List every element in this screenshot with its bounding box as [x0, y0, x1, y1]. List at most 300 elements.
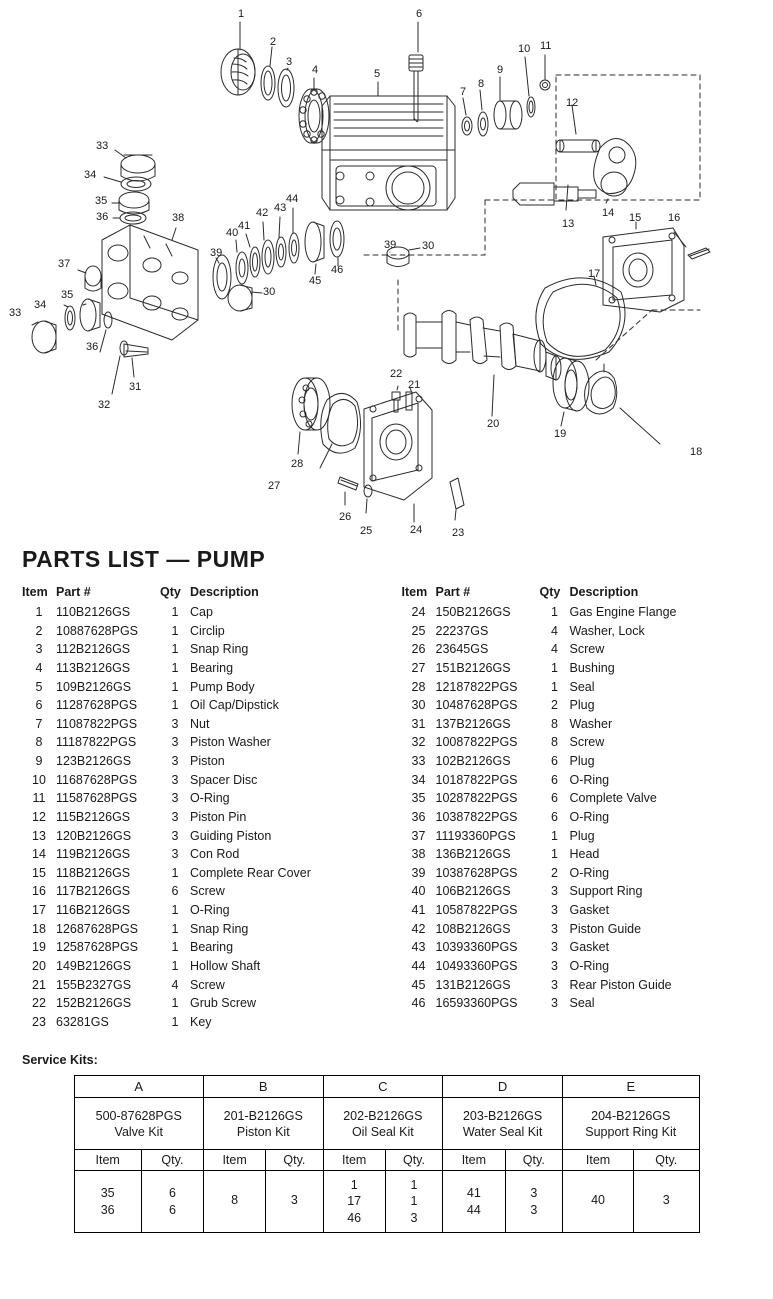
page-title: PARTS LIST — PUMP — [22, 546, 266, 572]
cell-desc: Piston — [190, 754, 225, 768]
table-row — [402, 827, 760, 846]
cell-part: 10887628PGS — [56, 623, 139, 638]
kit-c-qty-2: 1 — [410, 1194, 418, 1209]
cell-desc: Gasket — [569, 903, 610, 917]
table-row — [22, 659, 380, 678]
cell-item: 22 — [32, 996, 46, 1011]
table-row — [22, 733, 380, 752]
cell-desc: Snap Ring — [190, 921, 249, 936]
cell-desc: Gas Engine Flange — [569, 605, 677, 619]
kit-part-a: 500-87628PGS — [95, 1108, 182, 1123]
cell-qty: 1 — [551, 828, 558, 843]
callout-23: 23 — [452, 527, 465, 539]
cell-part: 106B2126GS — [435, 884, 511, 899]
kit-part-c: 202-B2126GS — [343, 1108, 423, 1123]
cell-desc: Washer, Lock — [569, 623, 645, 638]
cell-item: 4 — [35, 660, 43, 675]
cell-qty: 1 — [171, 958, 179, 973]
cell-qty: 8 — [551, 716, 558, 731]
callout-13: 13 — [562, 218, 575, 230]
cell-desc: Seal — [569, 679, 595, 694]
cell-item: 43 — [411, 940, 426, 955]
kit-title-d: Water Seal Kit — [462, 1124, 543, 1139]
table-row — [402, 994, 760, 1013]
table-row — [22, 976, 380, 995]
kit-title-a: Valve Kit — [114, 1124, 163, 1139]
cell-part: 150B2126GS — [435, 605, 511, 619]
cell-item: 1 — [35, 605, 43, 619]
kit-letter-a: A — [74, 1076, 203, 1098]
callout-32: 32 — [98, 399, 111, 411]
cell-desc: Support Ring — [569, 884, 643, 899]
cell-item: 10 — [32, 772, 46, 787]
cell-item: 36 — [411, 809, 426, 824]
cell-desc: Washer — [569, 716, 613, 731]
cell-part: 10393360PGS — [435, 940, 518, 955]
cell-desc: Spacer Disc — [190, 772, 258, 787]
cell-desc: Hollow Shaft — [190, 958, 261, 973]
table-row — [22, 603, 380, 622]
cell-part: 12687628PGS — [56, 921, 139, 936]
callout-30a: 30 — [422, 240, 435, 252]
cell-item: 25 — [411, 623, 426, 638]
cell-item: 5 — [35, 679, 43, 694]
table-row — [402, 808, 760, 827]
callout-14: 14 — [602, 207, 615, 219]
kit-e-item-header: Item — [563, 1150, 634, 1171]
callout-40: 40 — [226, 227, 239, 239]
cell-part: 149B2126GS — [56, 958, 132, 973]
header-item: Item — [22, 585, 48, 599]
cell-item: 17 — [32, 903, 46, 917]
cell-qty: 1 — [551, 679, 558, 694]
cell-item: 38 — [411, 847, 426, 862]
cell-qty: 1 — [171, 660, 179, 675]
cell-desc: O-Ring — [190, 903, 230, 917]
table-row — [22, 938, 380, 957]
cell-qty: 3 — [171, 716, 179, 731]
table-row — [402, 901, 760, 920]
cell-part: 11187822PGS — [56, 735, 137, 750]
cell-item: 42 — [411, 921, 426, 936]
cell-item: 46 — [411, 996, 426, 1011]
cell-qty: 1 — [171, 623, 179, 638]
callout-37: 37 — [58, 258, 71, 270]
callout-35a: 35 — [95, 195, 108, 207]
kit-c-qtys — [385, 1171, 442, 1233]
cell-item: 6 — [35, 698, 43, 713]
cell-qty: 6 — [551, 772, 558, 787]
cell-qty: 3 — [551, 884, 558, 899]
pump-diagram-svg — [0, 0, 773, 540]
cell-item: 11 — [32, 791, 46, 806]
cell-item: 27 — [411, 660, 426, 675]
header-description: Description — [190, 585, 259, 599]
table-row — [22, 1013, 380, 1032]
kit-d-items — [443, 1171, 505, 1233]
table-row — [22, 640, 380, 659]
cell-qty: 8 — [551, 735, 558, 750]
kit-d-qty-header: Qty. — [505, 1150, 563, 1171]
cell-item: 26 — [411, 642, 426, 657]
cell-part: 136B2126GS — [435, 847, 511, 862]
table-row — [22, 789, 380, 808]
cell-item: 13 — [32, 828, 46, 843]
cell-desc: Head — [569, 847, 600, 862]
kit-e-qtys — [634, 1171, 699, 1233]
service-kits-table — [74, 1075, 700, 1233]
cell-part: 113B2126GS — [56, 660, 131, 675]
cell-item: 2 — [35, 623, 43, 638]
table-row — [22, 901, 380, 920]
table-row — [402, 640, 760, 659]
cell-qty: 3 — [171, 828, 179, 843]
cell-qty: 1 — [171, 642, 179, 657]
kit-a-item-header: Item — [74, 1150, 141, 1171]
callout-10: 10 — [518, 43, 531, 55]
cell-part: 11287628PGS — [56, 698, 138, 713]
callout-34a: 34 — [84, 169, 97, 181]
cell-qty: 6 — [551, 791, 558, 806]
cell-item: 28 — [411, 679, 426, 694]
kit-b-qty-1: 3 — [290, 1192, 298, 1207]
cell-part: 10387628PGS — [435, 865, 518, 880]
cell-qty: 1 — [171, 903, 179, 917]
callout-28: 28 — [291, 458, 304, 470]
parts-list — [0, 585, 773, 1031]
cell-qty: 3 — [171, 772, 179, 787]
callout-24: 24 — [410, 524, 423, 536]
cell-qty: 2 — [551, 698, 558, 713]
cell-desc: Screw — [190, 977, 225, 992]
cell-qty: 1 — [551, 605, 558, 619]
callout-46: 46 — [331, 264, 344, 276]
kits-letter-row — [74, 1076, 699, 1098]
callout-43: 43 — [274, 202, 287, 214]
table-row — [402, 603, 760, 622]
cell-qty: 3 — [551, 958, 558, 973]
cell-part: 120B2126GS — [56, 828, 132, 843]
callout-27: 27 — [268, 480, 281, 492]
kit-title-c: Oil Seal Kit — [351, 1124, 414, 1139]
cell-qty: 3 — [551, 921, 558, 936]
kit-d-item-1: 41 — [466, 1186, 481, 1200]
cell-item: 44 — [411, 958, 426, 973]
cell-part: 11687628PGS — [56, 772, 138, 787]
cell-desc: Seal — [569, 996, 595, 1011]
cell-desc: Plug — [569, 754, 595, 768]
callout-15: 15 — [629, 212, 642, 224]
cell-part: 22237GS — [435, 623, 489, 638]
cell-item: 7 — [35, 716, 43, 731]
callout-33a: 33 — [96, 140, 109, 152]
callout-5: 5 — [374, 68, 381, 80]
kit-c-qty-1: 1 — [410, 1177, 418, 1192]
callout-18: 18 — [690, 446, 703, 458]
cell-item: 18 — [32, 921, 46, 936]
kit-c-qty-header: Qty. — [385, 1150, 442, 1171]
header-qty: Qty — [539, 585, 561, 599]
cell-qty: 3 — [171, 847, 179, 862]
table-row — [22, 622, 380, 641]
cell-item: 30 — [411, 698, 426, 713]
table-row — [22, 808, 380, 827]
cell-item: 9 — [35, 754, 43, 768]
cell-qty: 4 — [551, 623, 558, 638]
cell-qty: 4 — [171, 977, 179, 992]
callout-31: 31 — [129, 381, 142, 393]
cell-part: 10387822PGS — [435, 809, 518, 824]
cell-desc: Complete Valve — [569, 791, 657, 806]
cell-item: 19 — [32, 940, 46, 955]
cell-qty: 1 — [171, 605, 179, 619]
kit-c-item-header: Item — [323, 1150, 385, 1171]
cell-qty: 3 — [551, 977, 558, 992]
table-row — [22, 827, 380, 846]
cell-item: 32 — [411, 735, 426, 750]
cell-part: 123B2126GS — [56, 754, 132, 768]
table-row — [22, 882, 380, 901]
callout-2: 2 — [270, 36, 277, 48]
kit-b-item-1: 8 — [231, 1192, 239, 1207]
kit-name-d — [443, 1098, 563, 1150]
cell-item: 40 — [411, 884, 426, 899]
cell-part: 10187822PGS — [435, 772, 518, 787]
table-row — [22, 957, 380, 976]
cell-desc: Piston Pin — [190, 809, 247, 824]
callout-38: 38 — [172, 212, 185, 224]
cell-part: 155B2327GS — [56, 977, 132, 992]
table-row — [402, 678, 760, 697]
table-row — [402, 864, 760, 883]
table-row — [402, 771, 760, 790]
parts-list-left-column — [22, 585, 380, 1031]
kit-a-qty-header: Qty. — [141, 1150, 203, 1171]
cell-part: 10287822PGS — [435, 791, 518, 806]
table-row — [402, 882, 760, 901]
callout-19: 19 — [554, 428, 567, 440]
cell-item: 20 — [32, 958, 46, 973]
cell-part: 11087822PGS — [56, 716, 138, 731]
cell-part: 10493360PGS — [435, 958, 518, 973]
kit-d-qty-2: 3 — [530, 1202, 538, 1217]
table-row — [402, 957, 760, 976]
kit-name-c — [323, 1098, 443, 1150]
cell-item: 39 — [411, 865, 426, 880]
callout-7: 7 — [460, 86, 467, 98]
cell-desc: Complete Rear Cover — [190, 865, 311, 880]
cell-desc: Circlip — [190, 623, 225, 638]
cell-part: 10087822PGS — [435, 735, 518, 750]
kit-a-item-1: 35 — [100, 1186, 115, 1200]
cell-qty: 1 — [171, 940, 179, 955]
kit-part-e: 204-B2126GS — [591, 1108, 671, 1123]
cell-part: 10587822PGS — [435, 903, 518, 917]
kit-d-qty-1: 3 — [530, 1186, 538, 1200]
cell-item: 15 — [32, 865, 46, 880]
cell-desc: Grub Screw — [190, 996, 256, 1011]
kit-e-qty-header: Qty. — [634, 1150, 699, 1171]
header-description: Description — [569, 585, 639, 599]
kit-e-qty-1: 3 — [662, 1192, 670, 1207]
cell-desc: Guiding Piston — [190, 828, 272, 843]
kit-name-b — [203, 1098, 323, 1150]
cell-desc: Con Rod — [190, 847, 240, 862]
cell-item: 24 — [411, 605, 426, 619]
table-row — [22, 864, 380, 883]
table-row — [22, 678, 380, 697]
callout-42: 42 — [256, 207, 269, 219]
kit-part-d: 203-B2126GS — [462, 1108, 543, 1123]
cell-qty: 3 — [551, 903, 558, 917]
cell-desc: Oil Cap/Dipstick — [190, 698, 279, 713]
callout-26: 26 — [339, 511, 352, 523]
table-row — [402, 789, 760, 808]
callout-21: 21 — [408, 379, 421, 391]
cell-desc: Bushing — [569, 660, 615, 675]
callout-39a: 39 — [210, 247, 223, 259]
kit-b-qtys — [266, 1171, 323, 1233]
table-row — [402, 938, 760, 957]
cell-desc: O-Ring — [190, 791, 230, 806]
callout-3: 3 — [286, 56, 293, 68]
cell-part: 118B2126GS — [56, 865, 131, 880]
cell-part: 11587628PGS — [56, 791, 138, 806]
kit-letter-e: E — [563, 1076, 699, 1098]
cell-item: 8 — [35, 735, 43, 750]
cell-part: 23645GS — [435, 642, 489, 657]
service-kits-label: Service Kits: — [22, 1053, 98, 1068]
callout-35b: 35 — [61, 289, 74, 301]
kit-a-qty-2: 6 — [168, 1202, 176, 1217]
cell-qty: 3 — [171, 754, 179, 768]
callout-30b: 30 — [263, 286, 276, 298]
kits-subheader-row — [74, 1150, 699, 1171]
cell-qty: 1 — [171, 865, 179, 880]
cell-part: 116B2126GS — [56, 903, 131, 917]
header-qty: Qty — [160, 585, 181, 599]
cell-qty: 6 — [551, 809, 558, 824]
cell-item: 35 — [411, 791, 426, 806]
kit-e-item-1: 40 — [591, 1192, 605, 1207]
cell-part: 11193360PGS — [435, 828, 516, 843]
cell-part: 102B2126GS — [435, 754, 511, 768]
table-row — [402, 696, 760, 715]
cell-desc: Piston Washer — [190, 735, 271, 750]
kit-c-items — [323, 1171, 385, 1233]
cell-desc: Rear Piston Guide — [569, 977, 672, 992]
cell-desc: Cap — [190, 605, 213, 619]
cell-part: 108B2126GS — [435, 921, 511, 936]
cell-qty: 2 — [551, 865, 558, 880]
cell-qty: 1 — [171, 698, 179, 713]
cell-desc: Key — [190, 1014, 212, 1029]
cell-qty: 1 — [171, 1014, 179, 1029]
table-row — [402, 976, 760, 995]
cell-part: 137B2126GS — [435, 716, 511, 731]
table-row — [22, 920, 380, 939]
header-item: Item — [401, 585, 428, 599]
kit-name-a — [74, 1098, 203, 1150]
callout-45: 45 — [309, 275, 322, 287]
cell-desc: Plug — [569, 698, 595, 713]
cell-desc: O-Ring — [569, 958, 610, 973]
cell-item: 16 — [32, 884, 46, 899]
kit-letter-b: B — [203, 1076, 323, 1098]
cell-part: 115B2126GS — [56, 809, 131, 824]
kit-c-item-3: 46 — [347, 1211, 362, 1226]
callout-11: 11 — [540, 40, 552, 52]
header-part: Part # — [56, 585, 91, 599]
callout-16: 16 — [668, 212, 681, 224]
cell-desc: Snap Ring — [190, 642, 249, 657]
cell-qty: 4 — [551, 642, 558, 657]
table-row — [402, 733, 760, 752]
kit-name-e — [563, 1098, 699, 1150]
kits-name-row — [74, 1098, 699, 1150]
cell-desc: Plug — [569, 828, 595, 843]
cell-desc: Bearing — [190, 940, 234, 955]
kit-e-items — [563, 1171, 634, 1233]
cell-part: 151B2126GS — [435, 660, 511, 675]
cell-part: 10487628PGS — [435, 698, 518, 713]
cell-item: 34 — [411, 772, 426, 787]
table-row — [402, 845, 760, 864]
kit-c-item-2: 17 — [347, 1194, 362, 1209]
kit-c-qty-3: 3 — [410, 1211, 418, 1226]
table-row — [22, 752, 380, 771]
cell-desc: Screw — [569, 735, 605, 750]
service-kits-table-wrapper — [0, 1075, 773, 1251]
table-row — [22, 994, 380, 1013]
callout-9: 9 — [497, 64, 504, 76]
table-row — [402, 752, 760, 771]
cell-item: 37 — [411, 828, 426, 843]
kit-a-items — [74, 1171, 141, 1233]
parts-table-left — [22, 585, 380, 1031]
cell-qty: 3 — [551, 996, 558, 1011]
kit-a-qty-1: 6 — [168, 1186, 176, 1200]
kit-letter-d: D — [443, 1076, 563, 1098]
kit-b-qty-header: Qty. — [266, 1150, 323, 1171]
cell-desc: Pump Body — [190, 679, 255, 694]
cell-desc: Nut — [190, 716, 210, 731]
cell-desc: Piston Guide — [569, 921, 642, 936]
kit-d-item-header: Item — [443, 1150, 505, 1171]
cell-part: 16593360PGS — [435, 996, 518, 1011]
table-row — [22, 715, 380, 734]
callout-4: 4 — [312, 64, 319, 76]
cell-qty: 3 — [171, 791, 179, 806]
kit-letter-c: C — [323, 1076, 443, 1098]
cell-qty: 1 — [551, 660, 558, 675]
callout-36a: 36 — [96, 211, 109, 223]
callout-6: 6 — [416, 8, 423, 20]
parts-list-right-column — [402, 585, 760, 1031]
cell-qty: 1 — [171, 679, 179, 694]
cell-part: 12187822PGS — [435, 679, 518, 694]
cell-qty: 1 — [171, 921, 179, 936]
kit-b-item-header: Item — [203, 1150, 265, 1171]
kit-c-item-1: 1 — [350, 1177, 358, 1192]
callout-22: 22 — [390, 368, 403, 380]
table-row — [22, 771, 380, 790]
cell-qty: 1 — [551, 847, 558, 862]
table-header-row — [22, 585, 380, 603]
callout-33b: 33 — [9, 307, 22, 319]
callout-36b: 36 — [86, 341, 99, 353]
parts-table-right — [402, 585, 760, 1013]
